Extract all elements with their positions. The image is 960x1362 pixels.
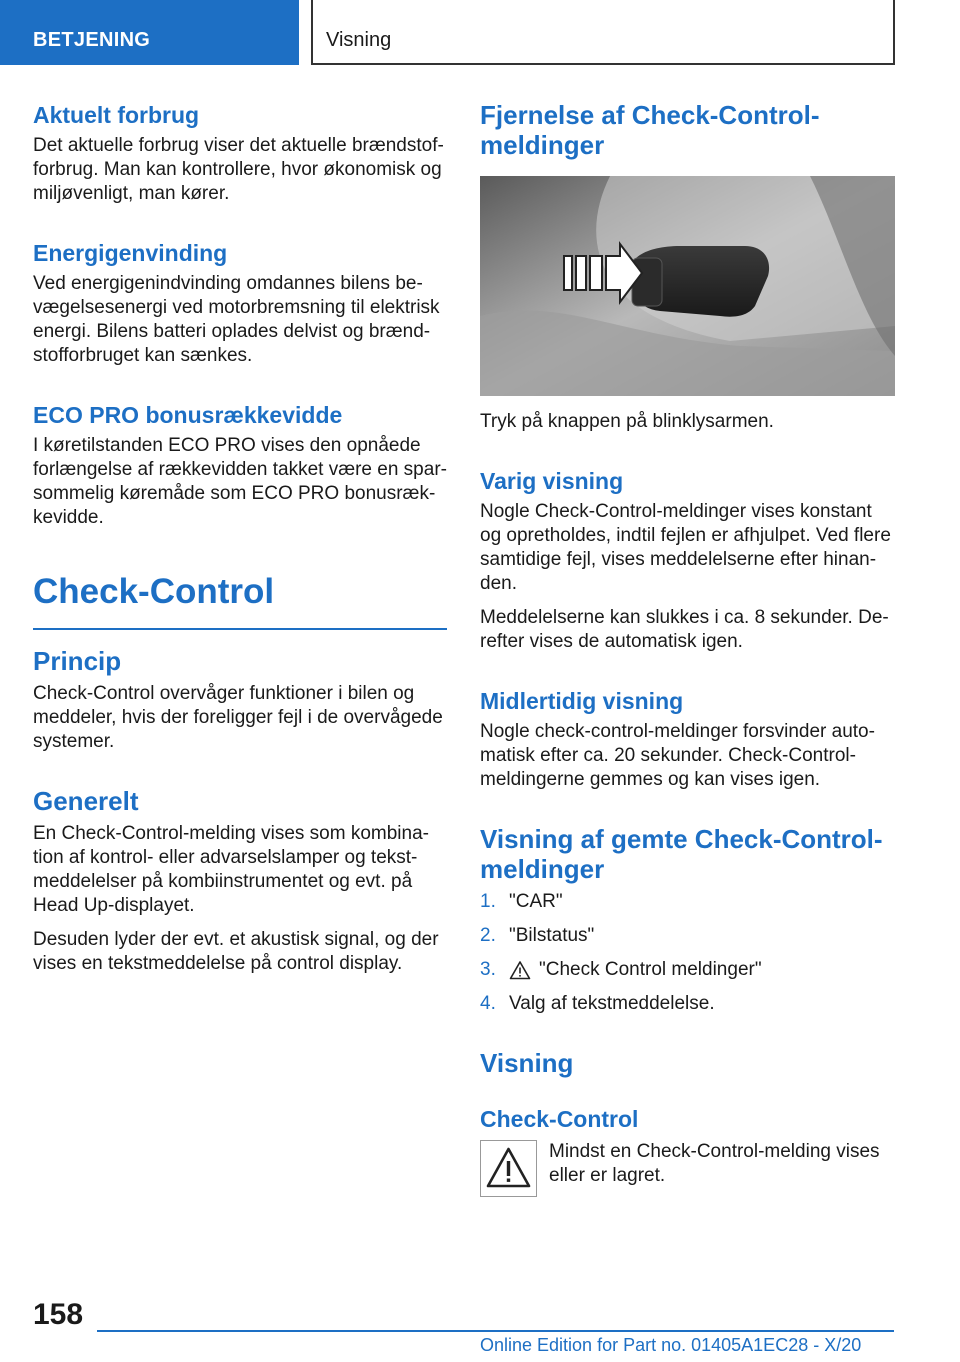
footer-divider <box>97 1330 894 1332</box>
heading-display: Visning <box>480 1048 574 1078</box>
step-number: 4. <box>480 993 496 1014</box>
figure-caption: Tryk på knappen på blinklysarmen. <box>480 411 774 432</box>
list-item <box>480 890 895 914</box>
chapter-divider <box>33 628 447 630</box>
heading-principle: Princip <box>33 646 122 676</box>
paragraph-energy-recovery: Ved energigenindvinding omdannes bilens be-vægelsesenergi ved motorbremsning til elektrisk energi. Bilens batteri oplades delvist og brænd-stofforbruget kan sænkes. <box>33 273 440 366</box>
step-number: 3. <box>480 959 496 980</box>
step-text: Valg af tekstmeddelelse. <box>509 993 715 1014</box>
warning-triangle-icon <box>509 960 531 980</box>
step-number: 1. <box>480 891 496 912</box>
heading-stored-messages: Visning af gemte Check-Control-meldinger <box>480 824 883 884</box>
paragraph-permanent-1: Nogle Check-Control-meldinger vises konstant og opretholdes, indtil fejlen er afhjulpet. Ved flere samtidige fejl, vises meddelelserne efter hinan-den. <box>480 501 891 594</box>
paragraph-current-consumption: Det aktuelle forbrug viser det aktuelle brændstof-forbrug. Man kan kontrollere, hvor økonomisk og miljøvenligt, man kører. <box>33 135 444 204</box>
paragraph-general-2: Desuden lyder der evt. et akustisk signal, og der vises en tekstmeddelelse på control display. <box>33 929 439 974</box>
steps-list <box>480 890 895 1016</box>
heading-permanent-display: Varig visning <box>480 468 624 494</box>
paragraph-eco-pro: I køretilstanden ECO PRO vises den opnåede forlængelse af rækkevidden takket være en spar-sommelig køremåde som ECO PRO bonusræk-kevidde. <box>33 435 447 528</box>
edition-note: Online Edition for Part no. 01405A1EC28 - X/20 <box>480 1335 862 1355</box>
heading-general: Generelt <box>33 786 139 816</box>
stalk-button-illustration <box>480 176 895 396</box>
warning-row <box>480 1140 895 1198</box>
left-column <box>33 100 447 986</box>
list-item <box>480 924 895 948</box>
heading-remove-messages: Fjernelse af Check-Control-meldinger <box>480 100 820 160</box>
step-text: "CAR" <box>509 891 563 912</box>
subheading-check-control: Check-Control <box>480 1106 639 1132</box>
step-text: "Check Control meldinger" <box>539 959 762 980</box>
step-number: 2. <box>480 925 496 946</box>
list-item <box>480 958 895 982</box>
heading-temporary-display: Midlertidig visning <box>480 688 684 714</box>
paragraph-temporary: Nogle check-control-meldinger forsvinder auto-matisk efter ca. 20 sekunder. Check-Control-meldingerne gemmes og kan vises igen. <box>480 721 875 790</box>
list-item <box>480 992 895 1016</box>
paragraph-check-control-display: Mindst en Check-Control-melding vises eller er lagret. <box>549 1141 880 1186</box>
paragraph-permanent-2: Meddelelserne kan slukkes i ca. 8 sekunder. De-refter vises de automatisk igen. <box>480 607 889 652</box>
page-number: 158 <box>33 1298 84 1331</box>
paragraph-general-1: En Check-Control-melding vises som kombina-tion af kontrol- eller advarselslamper og tekst-meddelelser på kombiinstrumentet og evt. på Head Up-displayet. <box>33 823 429 916</box>
paragraph-principle: Check-Control overvåger funktioner i bilen og meddeler, hvis der foreligger fejl i de overvågede systemer. <box>33 683 443 752</box>
warning-triangle-icon <box>480 1140 537 1197</box>
heading-energy-recovery: Energigenvinding <box>33 240 228 266</box>
heading-eco-pro: ECO PRO bonusrækkevidde <box>33 402 343 428</box>
chapter-title: Check-Control <box>33 572 275 611</box>
heading-current-consumption: Aktuelt forbrug <box>33 102 200 128</box>
step-text: "Bilstatus" <box>509 925 595 946</box>
section-tab: BETJENING <box>0 0 299 65</box>
topic-header: Visning <box>311 0 895 65</box>
right-column <box>480 100 895 1198</box>
